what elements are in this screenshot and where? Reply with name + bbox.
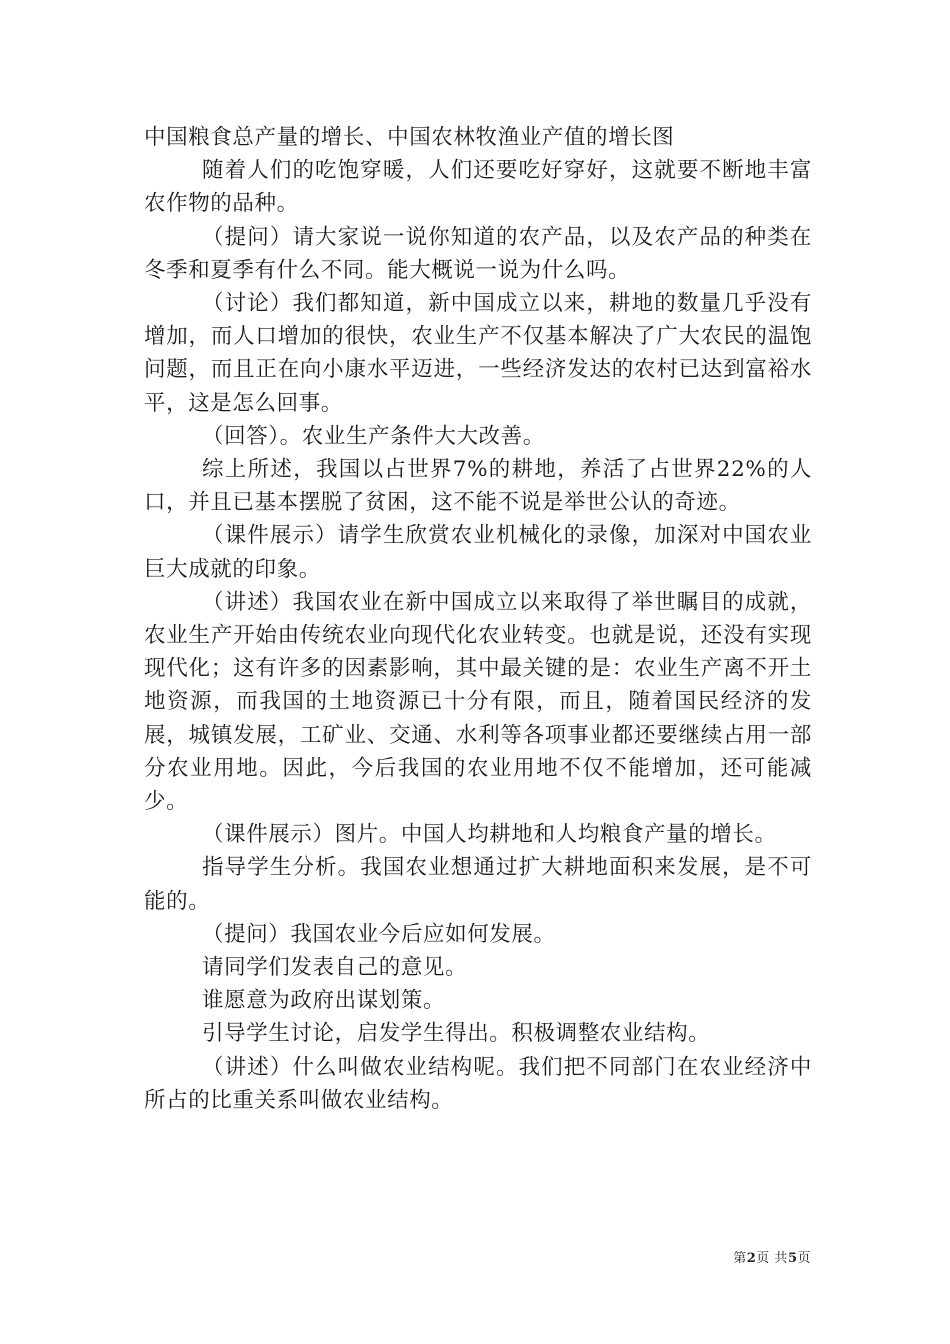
paragraph: 引导学生讨论，启发学生得出。积极调整农业结构。 [202,1021,711,1047]
paragraph: （课件展示）请学生欣赏农业机械化的录像，加深对中国农业巨大成就的印象。 [144,523,812,582]
paragraph: （讲述）什么叫做农业结构呢。我们把不同部门在农业经济中所占的比重关系叫做农业结构。 [144,1054,812,1113]
document-body [144,121,812,1117]
footer-prefix: 第 [733,1251,747,1266]
footer-suffix: 页 [797,1251,811,1266]
paragraph: （提问）我国农业今后应如何发展。 [202,921,556,947]
page-number-footer [0,1247,811,1266]
paragraph: （讨论）我们都知道，新中国成立以来，耕地的数量几乎没有增加，而人口增加的很快，农业生产不仅基本解决了广大农民的温饱问题，而且正在向小康水平迈进，一些经济发达的农村已达到富裕水平，这是怎么回事。 [144,291,812,416]
current-page-number: 2 [746,1251,757,1266]
footer-middle: 页 共 [756,1251,788,1266]
paragraph: 指导学生分析。我国农业想通过扩大耕地面积来发展，是不可能的。 [144,855,812,914]
paragraph-figure-caption: 中国粮食总产量的增长、中国农林牧渔业产值的增长图 [144,125,675,150]
paragraph: 综上所述，我国以占世界7%的耕地，养活了占世界22%的人口，并且已基本摆脱了贫困，这不能不说是举世公认的奇迹。 [144,457,812,516]
paragraph: （课件展示）图片。中国人均耕地和人均粮食产量的增长。 [202,822,777,848]
total-page-count: 5 [787,1251,798,1266]
paragraph: 谁愿意为政府出谋划策。 [202,988,446,1014]
paragraph: 请同学们发表自己的意见。 [202,955,468,981]
paragraph: （回答）。农业生产条件大大改善。 [202,423,545,449]
paragraph: 随着人们的吃饱穿暖，人们还要吃好穿好，这就要不断地丰富农作物的品种。 [144,158,812,217]
paragraph: （讲述）我国农业在新中国成立以来取得了举世瞩目的成就，农业生产开始由传统农业向现代化农业转变。也就是说，还没有实现现代化；这有许多的因素影响，其中最关键的是：农业生产离不开土地资源，而我国的土地资源已十分有限，而且，随着国民经济的发展，城镇发展，工矿业、交通、水利等各项事业都还要继续占用一部分农业用地。因此，今后我国的农业用地不仅不能增加，还可能减少。 [144,589,812,815]
paragraph: （提问）请大家说一说你知道的农产品，以及农产品的种类在冬季和夏季有什么不同。能大概说一说为什么吗。 [144,224,812,283]
